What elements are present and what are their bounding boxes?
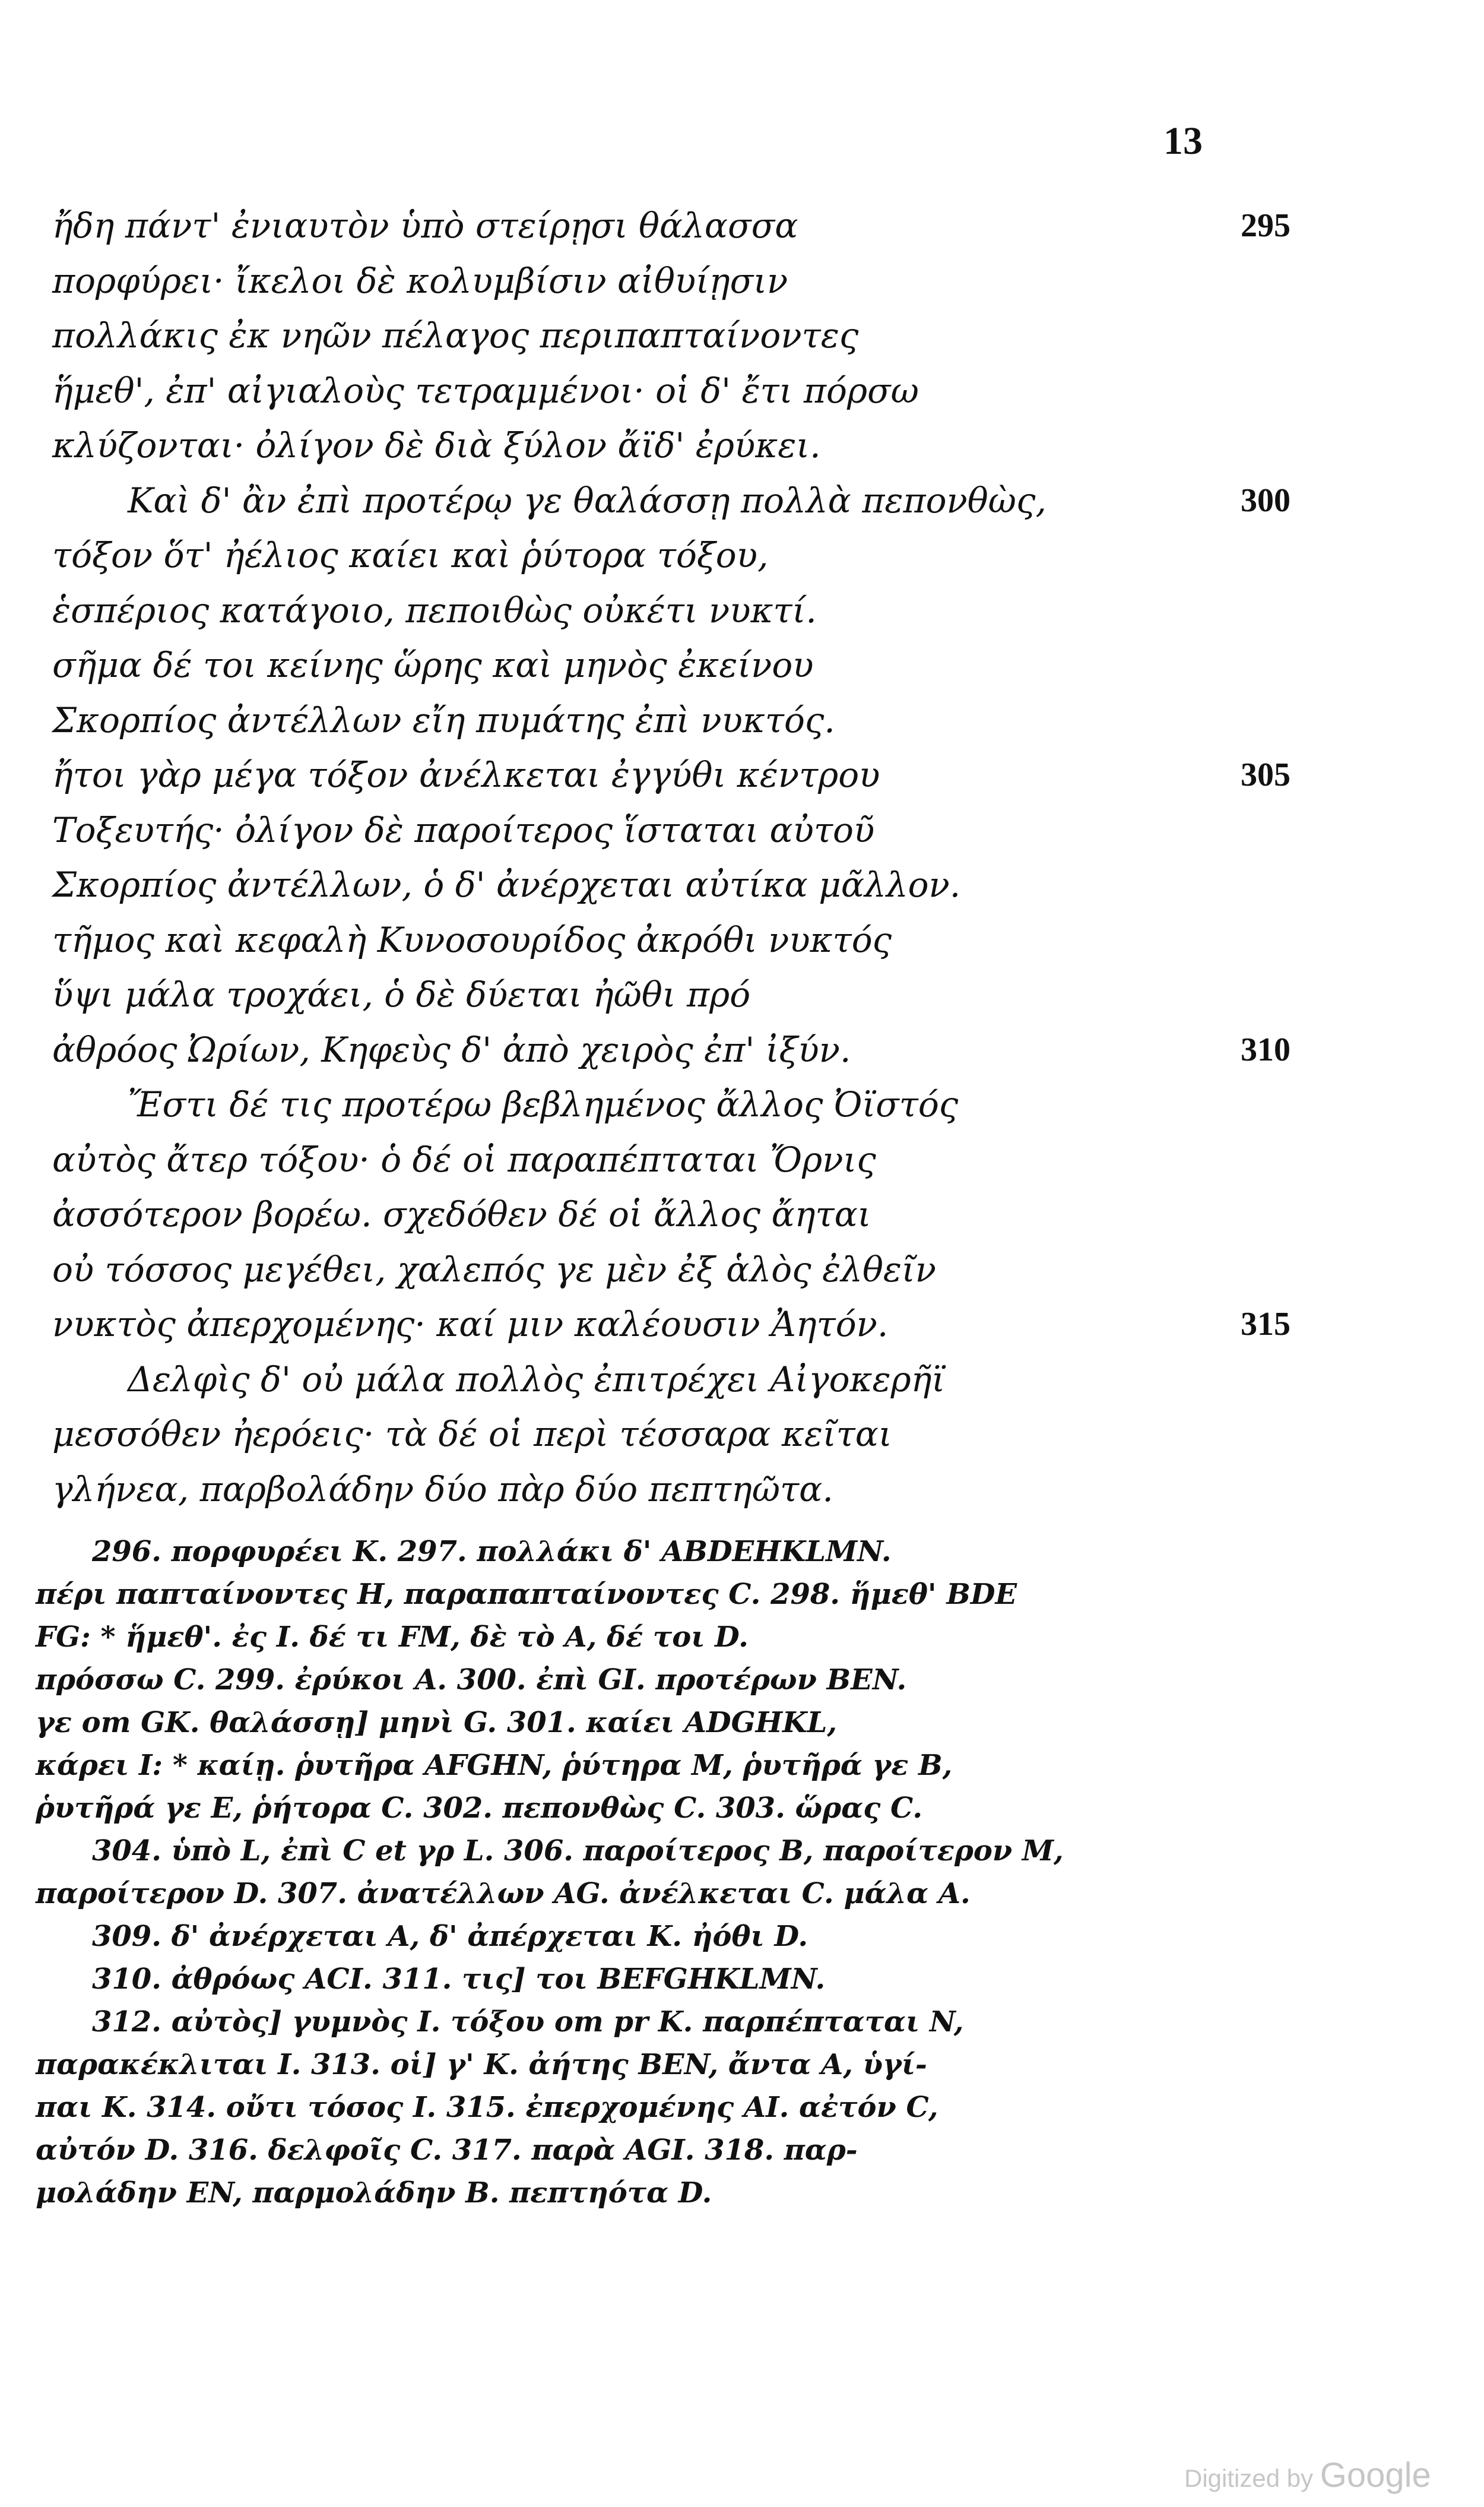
verse-line: Σκορπίος ἀντέλλων εἴη πυμάτης ἐπὶ νυκτός. — [52, 700, 835, 740]
apparatus-line: μολάδην EN, παρμολάδην B. πεπτηότα D. — [36, 2176, 712, 2210]
apparatus-line: 312. αὐτὸς] γυμνὸς I. τόξου om pr K. παρπέπταται N, — [92, 2005, 964, 2038]
apparatus-line: 304. ὑπὸ L, ἐπὶ C et γρ L. 306. παροίτερος B, παροίτερον M, — [92, 1834, 1064, 1867]
apparatus-line: πρόσσω C. 299. ἐρύκοι A. 300. ἐπὶ GI. προτέρων BEN. — [36, 1663, 907, 1696]
watermark-brand: Google — [1320, 2456, 1431, 2495]
page-number: 13 — [1163, 119, 1203, 163]
verse-line: ἑσπέριος κατάγοιο, πεποιθὼς οὐκέτι νυκτί. — [52, 590, 817, 631]
verse-line-number: 315 — [1241, 1306, 1290, 1343]
verse-line: οὐ τόσσος μεγέθει, χαλεπός γε μὲν ἐξ ἁλὸς ἐλθεῖν — [52, 1249, 936, 1290]
verse-line: Σκορπίος ἀντέλλων, ὁ δ' ἀνέρχεται αὐτίκα μᾶλλον. — [52, 865, 961, 905]
verse-line: μεσσόθεν ἠερόεις· τὰ δέ οἱ περὶ τέσσαρα κεῖται — [52, 1414, 892, 1454]
verse-line: ὕψι μάλα τροχάει, ὁ δὲ δύεται ἠῶθι πρό — [52, 974, 751, 1015]
apparatus-line: 296. πορφυρέει K. 297. πολλάκι δ' ABDEHKLMN. — [92, 1535, 892, 1568]
verse-line: ἥμεθ', ἐπ' αἰγιαλοὺς τετραμμένοι· οἱ δ' ἔτι πόρσω — [52, 371, 919, 411]
verse-line: τῆμος καὶ κεφαλὴ Κυνοσουρίδος ἀκρόθι νυκτός — [52, 920, 892, 960]
apparatus-line: παι K. 314. οὔτι τόσος I. 315. ἐπερχομένης AI. αἐτόν C, — [36, 2091, 938, 2124]
verse-line: ἤτοι γὰρ μέγα τόξον ἀνέλκεται ἐγγύθι κέντρου — [52, 755, 880, 795]
apparatus-line: 310. ἀθρόως ACI. 311. τις] τοι BEFGHKLMN. — [92, 1962, 826, 1996]
verse-line: νυκτὸς ἀπερχομένης· καί μιν καλέουσιν Ἀητόν. — [52, 1304, 889, 1344]
verse-line: αὐτὸς ἄτερ τόξου· ὁ δέ οἱ παραπέπταται Ὄρνις — [52, 1139, 876, 1180]
apparatus-line: 309. δ' ἀνέρχεται A, δ' ἀπέρχεται K. ἠόθι D. — [92, 1920, 808, 1953]
apparatus-line: γε om GK. θαλάσσῃ] μηνὶ G. 301. καίει ADGHKL, — [36, 1706, 838, 1739]
verse-line: κλύζονται· ὀλίγον δὲ διὰ ξύλον ἄϊδ' ἐρύκει. — [52, 425, 821, 466]
verse-line: τόξον ὅτ' ἠέλιος καίει καὶ ῥύτορα τόξου, — [52, 535, 769, 575]
apparatus-line: πέρι παπταίνοντες H, παραπαπταίνοντες C. 298. ἥμεθ' BDE — [36, 1578, 1017, 1611]
verse-line-number: 305 — [1241, 756, 1290, 793]
apparatus-line: κάρει I: * καίῃ. ῥυτῆρα AFGHN, ῥύτηρα M, ῥυτῆρά γε B, — [36, 1749, 953, 1782]
apparatus-line: ῥυτῆρά γε E, ῥήτορα C. 302. πεπονθὼς C. 303. ὥρας C. — [36, 1791, 923, 1825]
verse-line-number: 310 — [1241, 1031, 1290, 1068]
verse-line: πολλάκις ἐκ νηῶν πέλαγος περιπαπταίνοντες — [52, 315, 859, 356]
apparatus-line: παρακέκλιται I. 313. οἱ] γ' K. ἀήτης BEN, ἄντα A, ὑγί- — [36, 2048, 927, 2081]
apparatus-line: FG: * ἥμεθ'. ἐς I. δέ τι FM, δὲ τὸ A, δέ τοι D. — [36, 1620, 749, 1654]
verse-line: γλήνεα, παρβολάδην δύο πὰρ δύο πεπτηῶτα. — [52, 1469, 833, 1509]
apparatus-line: παροίτερον D. 307. ἀνατέλλων AG. ἀνέλκεται C. μάλα A. — [36, 1877, 971, 1910]
verse-line: Ἔστι δέ τις προτέρω βεβλημένος ἄλλος Ὀϊστός — [128, 1084, 959, 1125]
verse-line: Τοξευτής· ὀλίγον δὲ παροίτερος ἵσταται αὐτοῦ — [52, 810, 875, 850]
verse-line: ἀθρόος Ὠρίων, Κηφεὺς δ' ἀπὸ χειρὸς ἐπ' ἰξύν. — [52, 1030, 851, 1070]
verse-line: πορφύρει· ἴκελοι δὲ κολυμβίσιν αἰθυίῃσιν — [52, 261, 788, 301]
verse-line-number: 295 — [1241, 207, 1290, 244]
verse-line: ἤδη πάντ' ἐνιαυτὸν ὑπὸ στείρῃσι θάλασσα — [52, 205, 798, 246]
verse-line: σῆμα δέ τοι κείνης ὥρης καὶ μηνὸς ἐκείνου — [52, 645, 814, 685]
verse-line: ἀσσότερον βορέω. σχεδόθεν δέ οἱ ἄλλος ἄηται — [52, 1194, 871, 1234]
watermark-prefix: Digitized by — [1184, 2464, 1314, 2492]
digitized-watermark — [1184, 2455, 1431, 2495]
verse-line: Δελφὶς δ' οὐ μάλα πολλὸς ἐπιτρέχει Αἰγοκερῆϊ — [128, 1359, 946, 1400]
verse-line: Καὶ δ' ἂν ἐπὶ προτέρῳ γε θαλάσσῃ πολλὰ πεπονθὼς, — [128, 480, 1047, 521]
verse-line-number: 300 — [1241, 482, 1290, 519]
apparatus-line: αὐτόν D. 316. δελφοῖς C. 317. παρὰ AGI. 318. παρ- — [36, 2134, 858, 2167]
